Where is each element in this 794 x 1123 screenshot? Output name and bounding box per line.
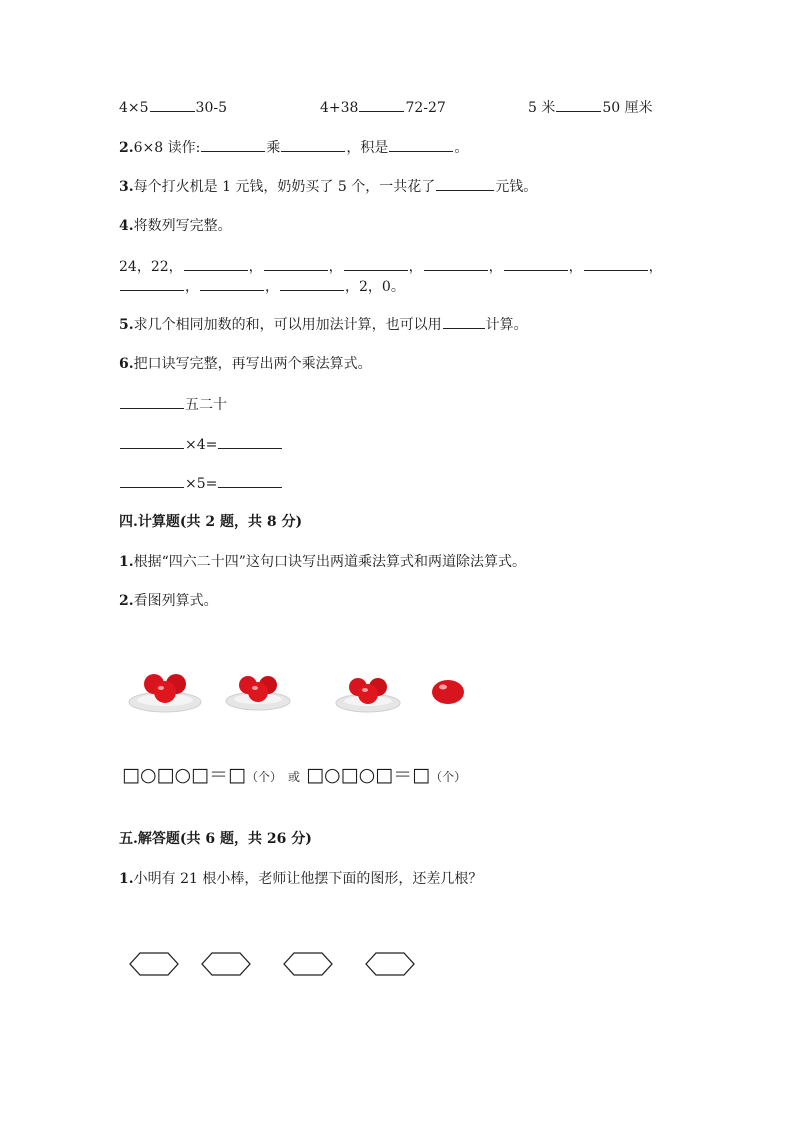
answer-blank[interactable]: [120, 276, 184, 291]
hexagon-shape: [282, 951, 334, 977]
answer-blank[interactable]: [150, 97, 195, 112]
answer-blank[interactable]: [436, 176, 494, 191]
sequence-end: ，2，0。: [345, 279, 405, 295]
formula-boxes-1[interactable]: □○□○□＝□: [122, 764, 246, 786]
separator: ，: [265, 279, 279, 295]
single-apple: [430, 676, 466, 706]
formula-text: ×5=: [185, 476, 218, 492]
question-2: [119, 137, 468, 158]
unit-label: （个）: [245, 770, 282, 784]
separator: ，: [568, 259, 583, 275]
answer-blank[interactable]: [389, 137, 453, 152]
compare-right: 72-27: [405, 100, 446, 116]
apple-plate-1: [128, 666, 202, 714]
answer-blank[interactable]: [443, 314, 485, 329]
section-5-question-1: [119, 869, 482, 889]
or-label: 或: [288, 770, 301, 784]
question-5: [119, 314, 528, 335]
question-text: 求几个相同加数的和，可以用加法计算，也可以用: [133, 317, 442, 333]
question-text: 乘: [266, 140, 281, 156]
question-text: 将数列写完整。: [133, 218, 232, 234]
apple-plate-2: [225, 666, 291, 712]
section-4-question-1: [119, 552, 526, 572]
question-text: 计算。: [485, 317, 528, 333]
answer-blank[interactable]: [424, 256, 488, 271]
question-number: 3.: [119, 179, 134, 195]
question-number: 1.: [119, 871, 134, 887]
question-text: 把口诀写完整，再写出两个乘法算式。: [133, 356, 372, 372]
question-text: 6×8 读作:: [133, 140, 201, 156]
section-5-title: 五.解答题(共 6 题，共 26 分): [119, 831, 312, 847]
answer-blank[interactable]: [344, 256, 408, 271]
answer-blank[interactable]: [184, 256, 248, 271]
question-number: 1.: [119, 554, 134, 570]
separator: ，: [408, 259, 423, 275]
answer-blank[interactable]: [120, 473, 184, 488]
question-number: 6.: [119, 356, 134, 372]
answer-blank[interactable]: [359, 97, 404, 112]
sequence-line-2: [119, 276, 405, 297]
question-text: 小明有 21 根小棒，老师让他摆下面的图形，还差几根？: [133, 871, 483, 887]
question-6: [119, 354, 372, 374]
question-number: 4.: [119, 218, 134, 234]
answer-blank[interactable]: [584, 256, 648, 271]
answer-blank[interactable]: [218, 473, 282, 488]
formula-boxes-2[interactable]: □○□○□＝□: [306, 764, 431, 786]
compare-left: 5 米: [528, 100, 556, 116]
question-number: 5.: [119, 317, 134, 333]
answer-blank[interactable]: [281, 137, 345, 152]
formula-line: [122, 763, 466, 789]
answer-blank[interactable]: [504, 256, 568, 271]
formula-text: ×4=: [185, 437, 218, 453]
answer-blank[interactable]: [201, 137, 265, 152]
separator: ，: [185, 279, 199, 295]
koujue-line-2: [119, 434, 283, 455]
compare-right: 30-5: [195, 100, 227, 116]
question-text: ，积是: [346, 140, 389, 156]
separator: ，: [328, 259, 343, 275]
section-4-question-2: [119, 591, 218, 611]
question-text: 根据“四六二十四”这句口诀写出两道乘法算式和两道除法算式。: [133, 554, 526, 570]
compare-left: 4+38: [320, 100, 359, 116]
separator: ，: [648, 259, 663, 275]
compare-left: 4×5: [119, 100, 149, 116]
answer-blank[interactable]: [120, 394, 184, 409]
apple-plate-3: [335, 668, 401, 714]
question-3: [119, 176, 537, 197]
question-number: 2.: [119, 140, 134, 156]
compare-item-2: [320, 97, 446, 118]
question-text: 元钱。: [495, 179, 538, 195]
answer-blank[interactable]: [264, 256, 328, 271]
answer-blank[interactable]: [556, 97, 601, 112]
question-text: 每个打火机是 1 元钱，奶奶买了 5 个，一共花了: [133, 179, 436, 195]
separator: ，: [248, 259, 263, 275]
compare-item-1: [119, 97, 227, 118]
answer-blank[interactable]: [120, 434, 184, 449]
koujue-line-1: [119, 394, 227, 415]
unit-label: （个）: [430, 770, 467, 784]
question-number: 2.: [119, 593, 134, 609]
answer-blank[interactable]: [280, 276, 344, 291]
sequence-number: 24，: [119, 259, 151, 275]
answer-blank[interactable]: [200, 276, 264, 291]
separator: ，: [488, 259, 503, 275]
question-4: [119, 216, 232, 236]
section-4-title: 四.计算题(共 2 题，共 8 分): [119, 514, 303, 530]
compare-item-3: [528, 97, 653, 118]
question-text: 。: [454, 140, 469, 156]
koujue-text: 五二十: [185, 397, 227, 413]
sequence-number: 22，: [150, 259, 183, 275]
hexagon-shape: [128, 951, 180, 977]
compare-right: 50 厘米: [602, 100, 653, 116]
question-text: 看图列算式。: [133, 593, 218, 609]
koujue-line-3: [119, 473, 283, 494]
answer-blank[interactable]: [218, 434, 282, 449]
hexagon-shape: [364, 951, 416, 977]
sequence-line-1: [119, 256, 663, 277]
hexagon-shape: [200, 951, 252, 977]
